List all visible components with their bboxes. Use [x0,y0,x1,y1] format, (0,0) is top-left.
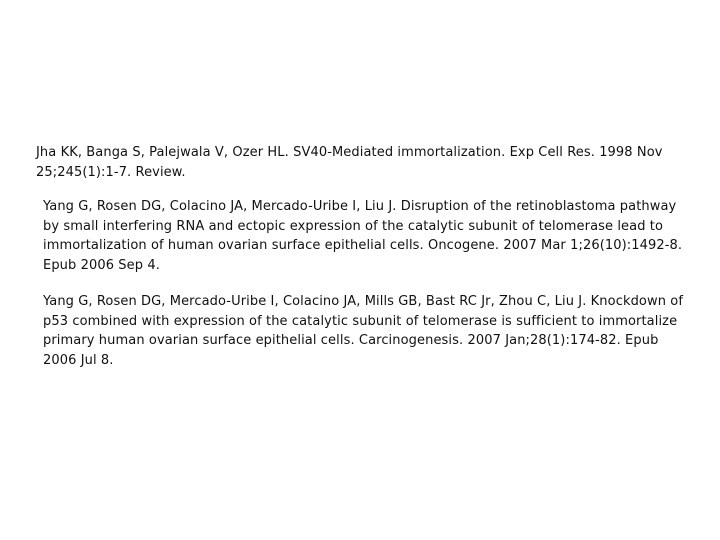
reference-jha-1998: Jha KK, Banga S, Palejwala V, Ozer HL. SV40-Mediated immortalization. Exp Cell Res. 1998 Nov 25;245(1):1-7. Review. [36,145,663,180]
reference-yang-2007-oncogene: Yang G, Rosen DG, Colacino JA, Mercado-Uribe I, Liu J. Disruption of the retinoblastoma pathway by small interfering RNA and ectopic expression of the catalytic subunit of telomerase lead to immortalization of human ovarian surface epithelial cells. Oncogene. 2007 Mar 1;26(10):1492-8. Epub 2006 Sep 4. [43,199,683,273]
reference-yang-2007-carcinogenesis: Yang G, Rosen DG, Mercado-Uribe I, Colacino JA, Mills GB, Bast RC Jr, Zhou C, Liu J. Knockdown of p53 combined with expression of the catalytic subunit of telomerase is sufficient to immortalize primary human ovarian surface epithelial cells. Carcinogenesis. 2007 Jan;28(1):174-82. Epub 2006 Jul 8. [43,294,684,368]
